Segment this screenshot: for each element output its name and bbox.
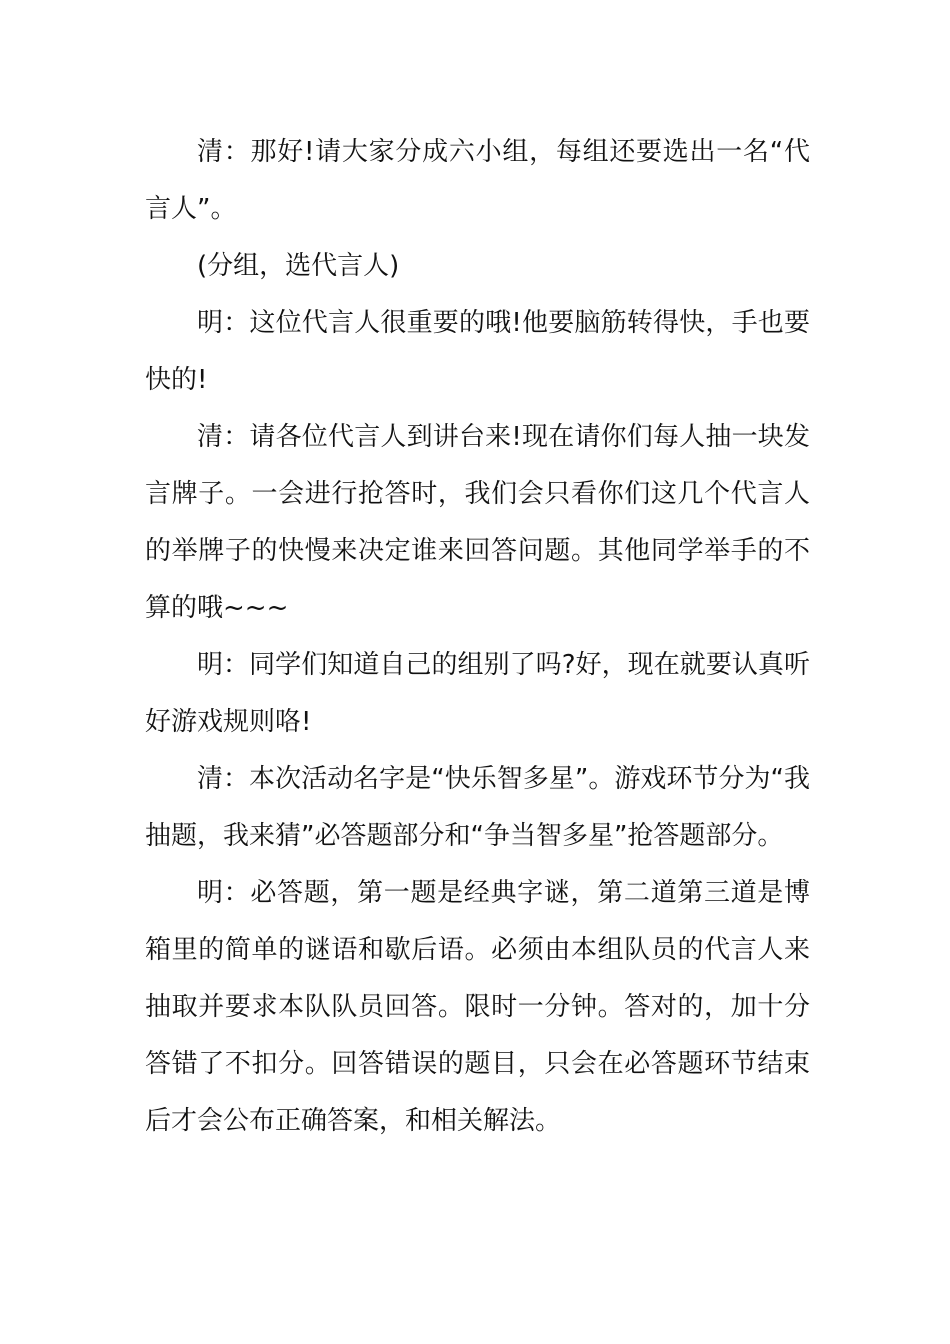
paragraph-3: 明：这位代言人很重要的哦!他要脑筋转得快，手也要快的! [145,308,810,395]
paragraph-2: (分组，选代言人) [197,251,400,281]
paragraph-4: 清：请各位代言人到讲台来!现在请你们每人抽一块发言牌子。一会进行抢答时，我们会只看你们这几个代言人的举牌子的快慢来决定谁来回答问题。其他同学举手的不算的哦~~~ [145,422,810,623]
paragraph-5: 明：同学们知道自己的组别了吗?好，现在就要认真听好游戏规则咯! [145,650,810,737]
document-body [145,124,810,1150]
paragraph-6: 清：本次活动名字是“快乐智多星”。游戏环节分为“我抽题，我来猜”必答题部分和“争当智多星”抢答题部分。 [145,764,810,851]
paragraph-7: 明：必答题，第一题是经典字谜，第二道第三道是博箱里的简单的谜语和歇后语。必须由本组队员的代言人来抽取并要求本队队员回答。限时一分钟。答对的，加十分答错了不扣分。回答错误的题目，只会在必答题环节结束后才会公布正确答案，和相关解法。 [145,878,810,1136]
paragraph-1: 清：那好!请大家分成六小组，每组还要选出一名“代言人”。 [145,137,810,224]
